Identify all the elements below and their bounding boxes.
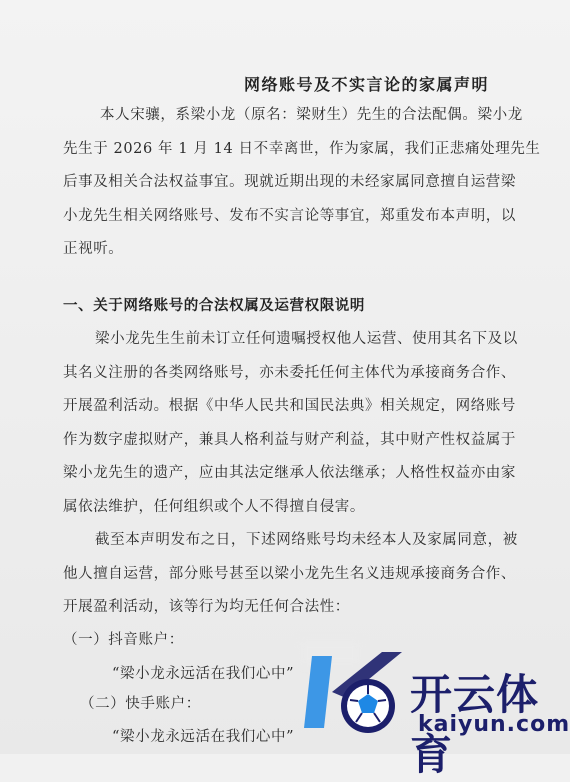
section-1-para-1-line: 开展盈利活动。根据《中华人民共和国民法典》相关规定，网络账号 xyxy=(63,398,516,414)
section-1-para-1-line: 梁小龙先生生前未订立任何遗嘱授权他人运营、使用其名下及以 xyxy=(95,331,518,347)
section-1-para-2-line: 他人擅自运营，部分账号甚至以梁小龙先生名义违规承接商务合作、 xyxy=(63,566,516,582)
account-2-name: “梁小龙永远活在我们心中” xyxy=(112,729,295,745)
section-1-para-1-line: 梁小龙先生的遗产，应由其法定继承人依法继承；人格性权益亦由家 xyxy=(63,465,516,481)
document-title: 网络账号及不实言论的家属声明 xyxy=(244,75,490,94)
section-1-para-2-line: 截至本声明发布之日，下述网络账号均未经本人及家属同意，被 xyxy=(95,532,518,548)
section-1-para-1-line: 其名义注册的各类网络账号，亦未委托任何主体代为承接商务合作、 xyxy=(63,365,516,381)
intro-line-2: 先生于 2026 年 1 月 14 日不幸离世，作为家属，我们正悲痛处理先生 xyxy=(63,141,541,157)
account-2-label: （二）快手账户： xyxy=(80,696,201,712)
account-1-name: “梁小龙永远活在我们心中” xyxy=(112,666,295,682)
section-1-para-1-line: 属依法维护，任何组织或个人不得擅自侵害。 xyxy=(63,499,365,515)
intro-line-4: 小龙先生相关网络账号、发布不实言论等事宜，郑重发布本声明，以 xyxy=(63,208,516,224)
account-1-label: （一）抖音账户： xyxy=(63,632,184,648)
watermark-url-text: kaiyun.com xyxy=(418,712,570,737)
intro-line-3: 后事及相关合法权益事宜。现就近期出现的未经家属同意擅自运营梁 xyxy=(63,174,516,190)
section-1-heading: 一、关于网络账号的合法权属及运营权限说明 xyxy=(63,297,365,314)
watermark-brand-text: 开云体育 xyxy=(410,670,540,779)
kaiyun-logo-icon xyxy=(302,642,412,742)
section-1-para-1-line: 作为数字虚拟财产，兼具人格利益与财产利益，其中财产性权益属于 xyxy=(63,432,516,448)
intro-line-1: 本人宋骧，系梁小龙（原名：梁财生）先生的合法配偶。梁小龙 xyxy=(100,107,523,123)
brand-watermark xyxy=(302,636,570,779)
section-1-para-2-line: 开展盈利活动，该等行为均无任何合法性： xyxy=(63,599,350,615)
intro-line-5: 正视听。 xyxy=(63,241,124,257)
